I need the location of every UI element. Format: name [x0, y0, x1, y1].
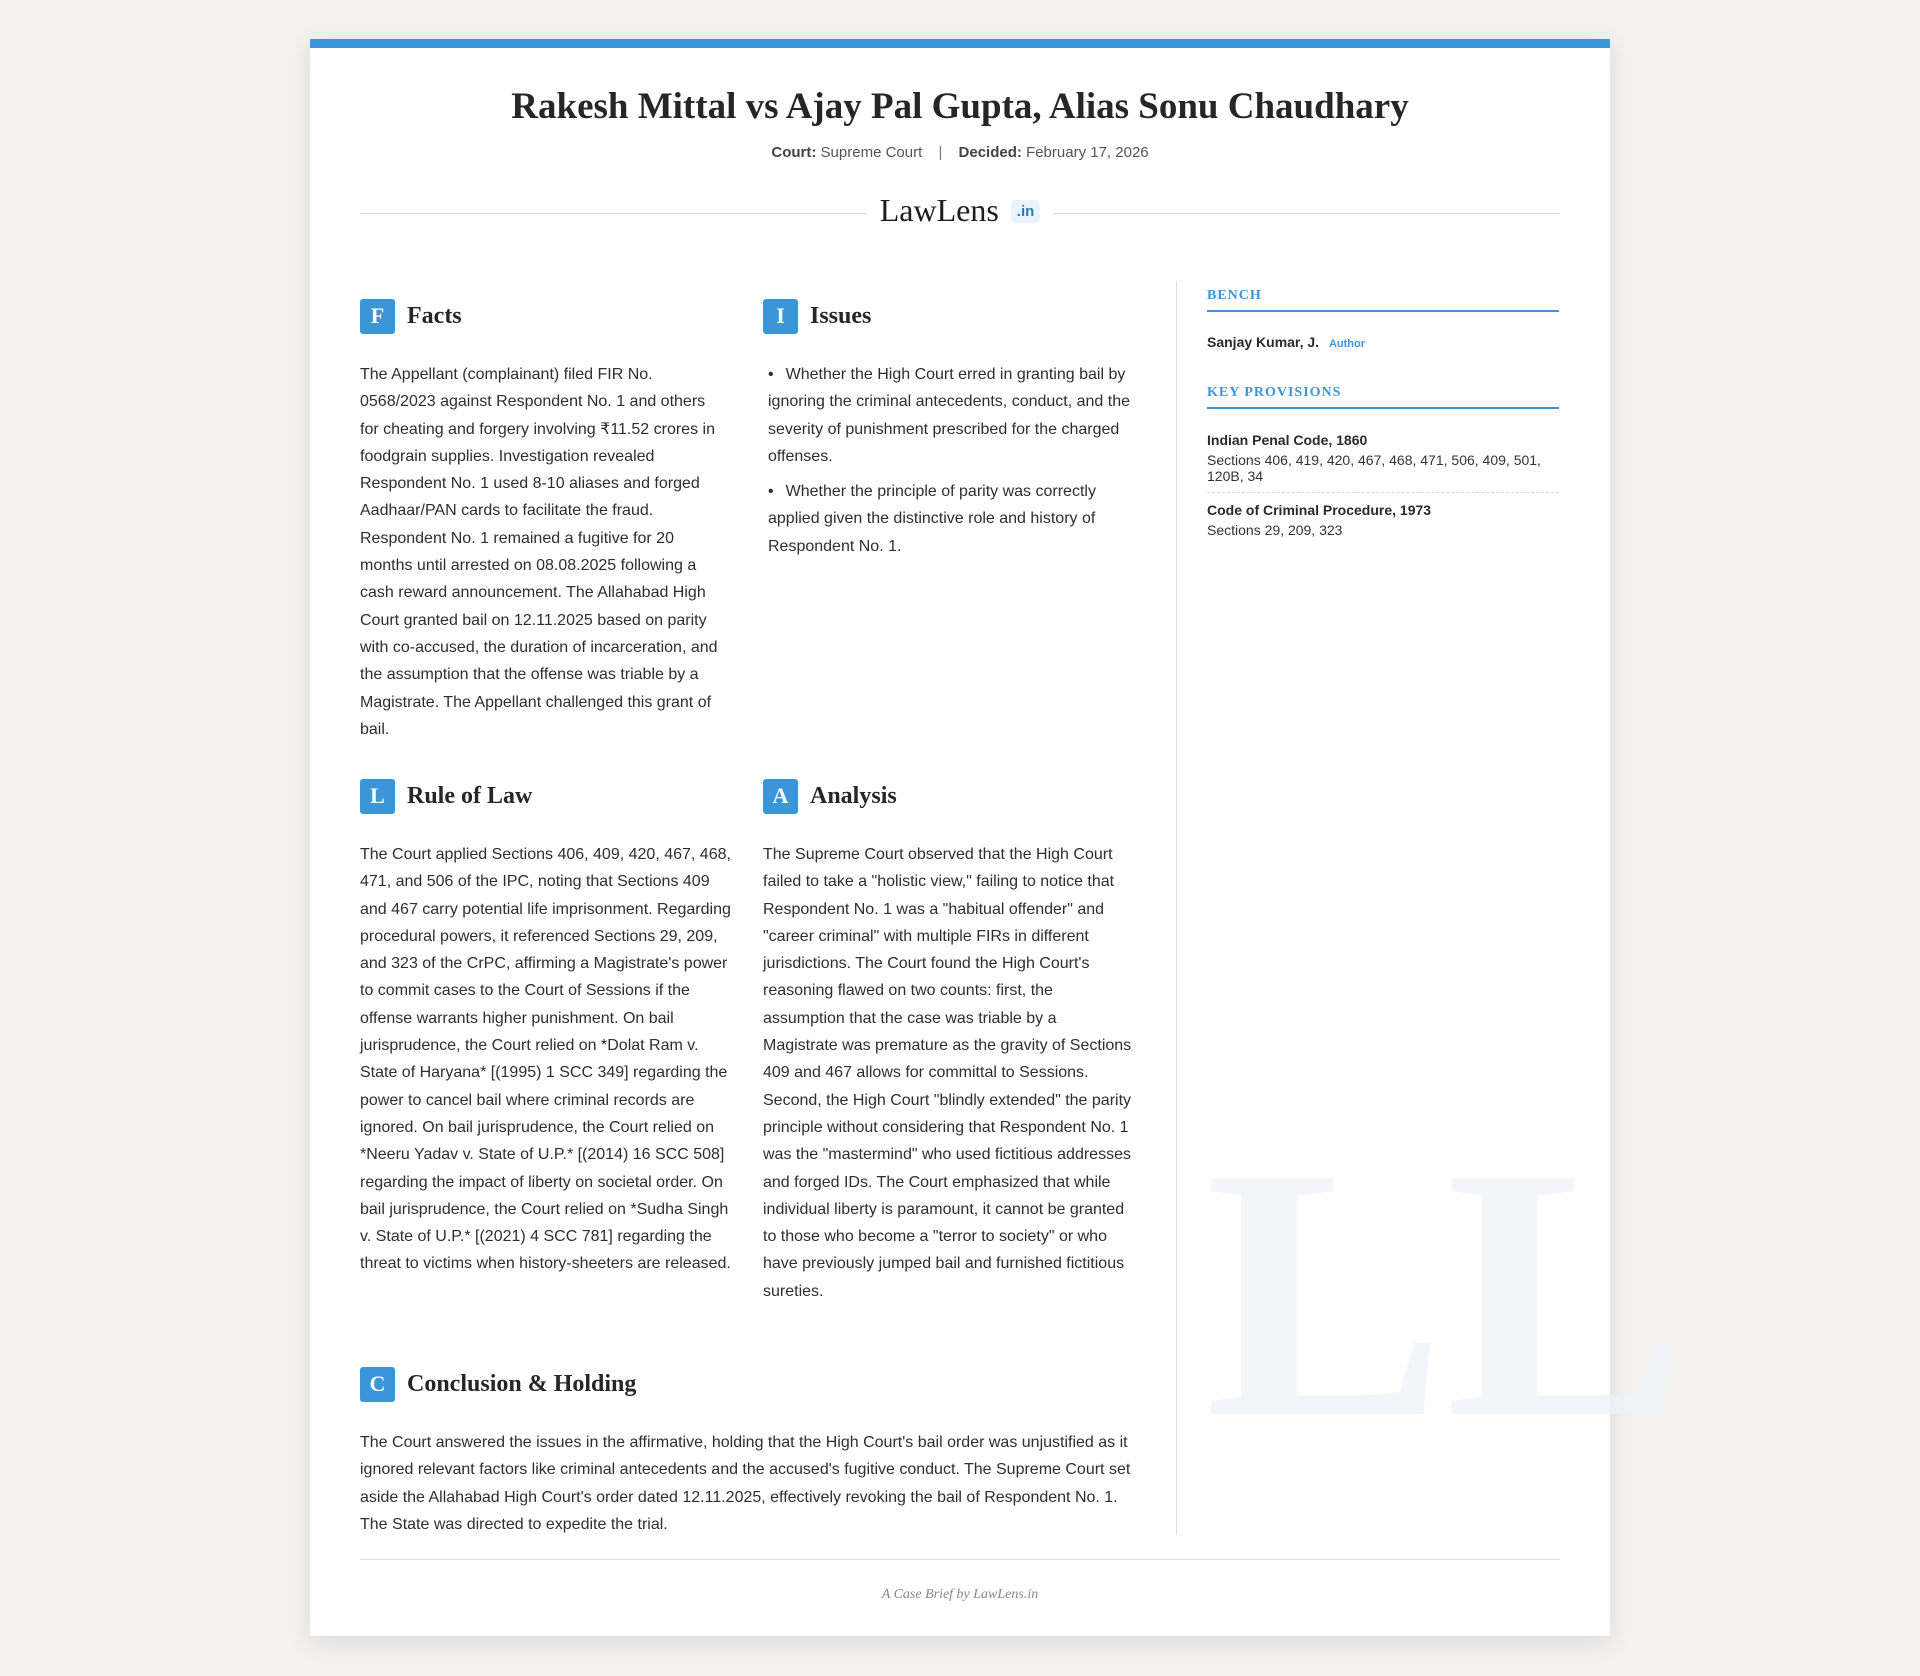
- list-item: [1207, 423, 1559, 493]
- list-item: [1207, 493, 1559, 546]
- footer-credit: A Case Brief by LawLens.in: [881, 1587, 1039, 1602]
- rule-title: Rule of Law: [407, 782, 533, 809]
- list-item: • Whether the principle of parity was correctly applied given the distinctive role and history of Respondent No. 1.: [768, 483, 1096, 555]
- page-title: Rakesh Mittal vs Ajay Pal Gupta, Alias Sonu Chaudhary: [511, 86, 1409, 127]
- issues-badge: I: [763, 299, 798, 334]
- provisions-list: [1207, 423, 1559, 546]
- brand-tld-badge: .in: [1011, 200, 1041, 223]
- conclusion-section: [360, 1366, 1136, 1538]
- issues-title: Issues: [810, 302, 872, 329]
- conclusion-body: The Court answered the issues in the affirmative, holding that the High Court's bail order was unjustified as it ignored relevant factors like criminal antecedents and the accused's fugitive conduct. The Supreme Court set aside the Allahabad High Court's order dated 12.11.2025, effectively revoking the bail of Respondent No. 1. The State was directed to expedite the trial.: [360, 1434, 1131, 1533]
- analysis-badge: A: [763, 779, 798, 814]
- court-value: Supreme Court: [820, 144, 923, 161]
- provision-name: Code of Criminal Procedure, 1973: [1207, 502, 1432, 518]
- analysis-title: Analysis: [810, 782, 897, 809]
- bench-judge: [1207, 334, 1559, 350]
- meta-separator: |: [938, 144, 943, 161]
- judge-role-badge: Author: [1328, 338, 1365, 350]
- conclusion-badge: C: [360, 1367, 395, 1402]
- provisions-heading: KEY PROVISIONS: [1207, 385, 1559, 409]
- rule-badge: L: [360, 779, 395, 814]
- brand-logo: [310, 192, 1610, 229]
- rule-body: The Court applied Sections 406, 409, 420, 467, 468, 471, and 506 of the IPC, noting that Sections 409 and 467 carry potential life imprisonment. Regarding procedural powers, it referenced Sections 29, 209, and 323 of the CrPC, affirming a Magistrate's power to commit cases to the Court of Sessions if the offense warrants higher punishment. On bail jurisprudence, the Court relied on *Dolat Ram v. State of Haryana* [(1995) 1 SCC 349] regarding the power to cancel bail where criminal records are ignored. On bail jurisprudence, the Court relied on *Neeru Yadav v. State of U.P.* [(2014) 16 SCC 508] regarding the impact of liberty on societal order. On bail jurisprudence, the Court relied on *Sudha Singh v. State of U.P.* [(2021) 4 SCC 781] regarding the threat to victims when history-sheeters are released.: [360, 846, 731, 1273]
- judge-name: Sanjay Kumar, J.: [1207, 334, 1320, 350]
- analysis-section: [763, 778, 1135, 1305]
- sidebar: [1207, 288, 1559, 546]
- decided-label: Decided:: [958, 144, 1022, 161]
- decided-value: February 17, 2026: [1026, 144, 1149, 161]
- watermark-logo: LL: [1205, 1093, 1686, 1492]
- column-divider: [1176, 281, 1177, 1535]
- footer-divider: [360, 1559, 1560, 1560]
- facts-section: [360, 298, 728, 743]
- bench-heading: BENCH: [1207, 288, 1559, 312]
- facts-badge: F: [360, 299, 395, 334]
- facts-body: The Appellant (complainant) filed FIR No. 0568/2023 against Respondent No. 1 and others for cheating and forgery involving ₹11.52 crores in foodgrain supplies. Investigation revealed Respondent No. 1 used 8-10 aliases and forged Aadhaar/PAN cards to facilitate the fraud. Respondent No. 1 remained a fugitive for 20 months until arrested on 08.08.2025 following a cash reward announcement. The Allahabad High Court granted bail on 12.11.2025 based on parity with co-accused, the duration of incarceration, and the assumption that the offense was triable by a Magistrate. The Appellant challenged this grant of bail.: [360, 366, 718, 738]
- issues-list: [763, 361, 1135, 560]
- list-item: • Whether the High Court erred in granting bail by ignoring the criminal antecedents, conduct, and the severity of punishment prescribed for the charged offenses.: [768, 366, 1131, 465]
- rule-of-law-section: [360, 778, 734, 1278]
- court-label: Court:: [771, 144, 817, 161]
- provision-sections: Sections 29, 209, 323: [1207, 522, 1343, 538]
- brand-name: LawLens: [879, 192, 999, 228]
- case-meta: [310, 144, 1610, 161]
- issues-section: [763, 298, 1135, 568]
- provision-name: Indian Penal Code, 1860: [1207, 432, 1368, 448]
- analysis-body: The Supreme Court observed that the High Court failed to take a "holistic view," failing to notice that Respondent No. 1 was a "habitual offender" and "career criminal" with multiple FIRs in different jurisdictions. The Court found the High Court's reasoning flawed on two counts: first, the assumption that the case was triable by a Magistrate was premature as the gravity of Sections 409 and 467 allows for committal to Sessions. Second, the High Court "blindly extended" the parity principle without considering that Respondent No. 1 was the "mastermind" who used fictitious addresses and forged IDs. The Court emphasized that while individual liberty is paramount, it cannot be granted to those who become a "terror to society" or who have previously jumped bail and furnished fictitious sureties.: [763, 846, 1132, 1300]
- provision-sections: Sections 406, 419, 420, 467, 468, 471, 506, 409, 501, 120B, 34: [1207, 452, 1541, 484]
- facts-title: Facts: [407, 302, 462, 329]
- case-brief-page: [310, 39, 1686, 1636]
- conclusion-title: Conclusion & Holding: [407, 1370, 637, 1397]
